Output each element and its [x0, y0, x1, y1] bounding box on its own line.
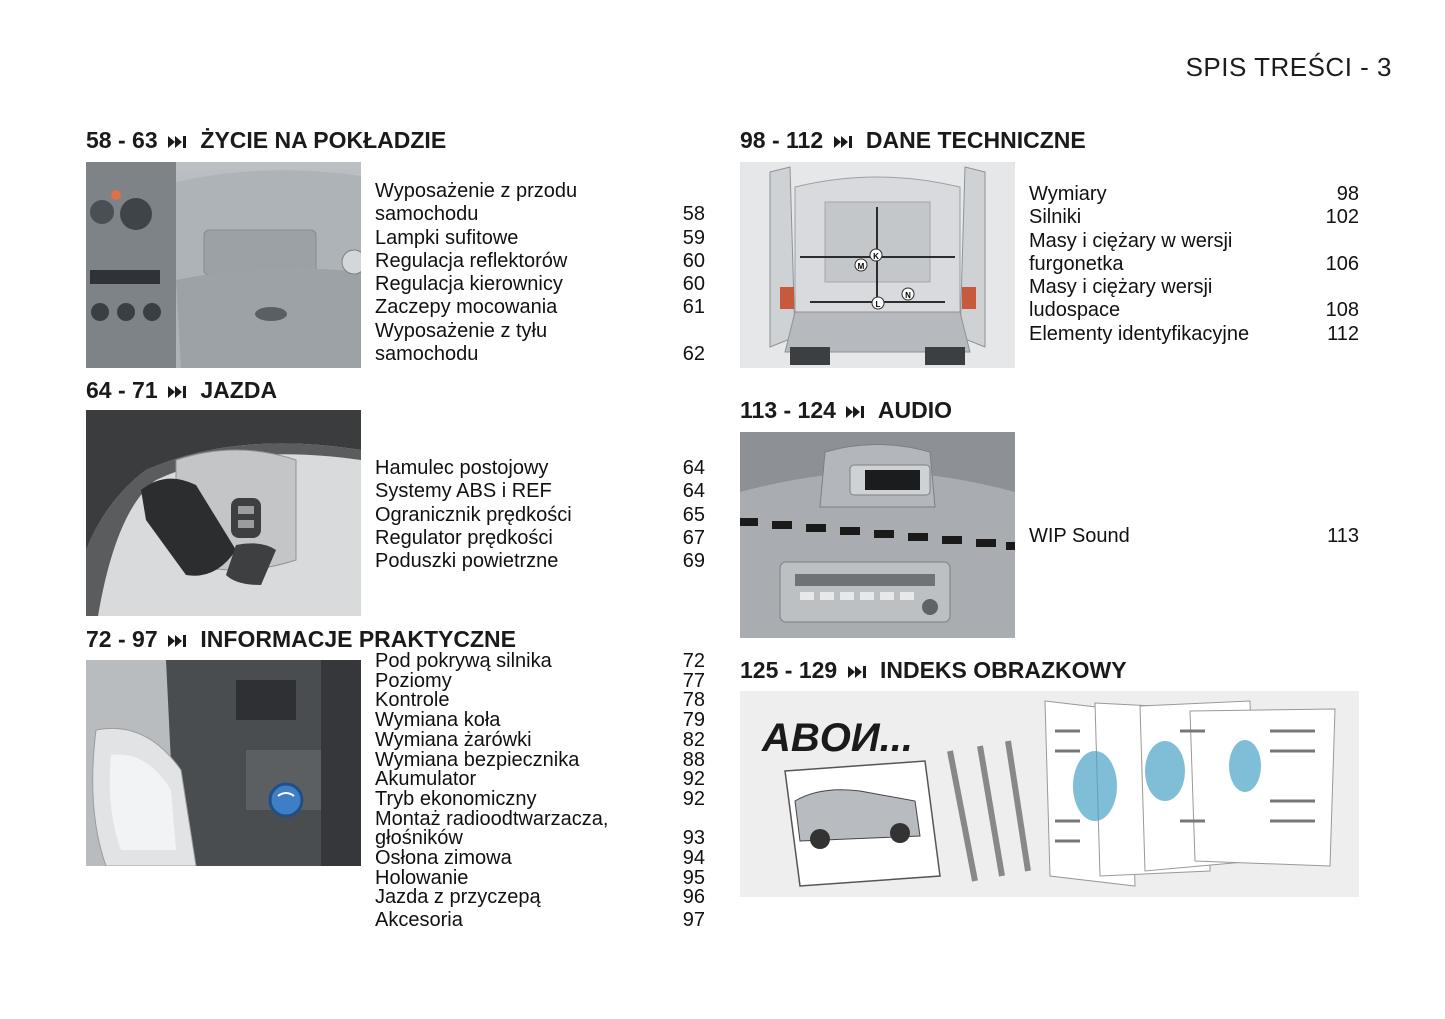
section-page-range: 98 - 112 — [740, 127, 824, 153]
page-title: SPIS TREŚCI - 3 — [1185, 52, 1392, 82]
toc-entry-label: WIP Sound — [1029, 525, 1130, 547]
toc-entry[interactable] — [1029, 206, 1359, 229]
section-title: AUDIO — [877, 397, 952, 423]
section-heading-indeks[interactable] — [740, 657, 1127, 684]
dimension-letter: K — [873, 252, 879, 261]
toc-entry-page: 102 — [1325, 206, 1359, 229]
toc-entry-page: 113 — [1327, 525, 1359, 547]
toc-entry[interactable] — [1029, 276, 1359, 323]
toc-entry-label: Regulacja reflektorów — [375, 249, 568, 272]
dimension-letter: M — [857, 262, 865, 271]
toc-entry-label: Wymiana żarówki — [375, 728, 532, 751]
toc-entry-label: Regulator prędkości — [375, 526, 553, 549]
radio-display-photo — [740, 432, 1015, 638]
toc-entry-label: Lampki sufitowe — [375, 226, 519, 249]
toc-entry-page: 93 — [682, 827, 705, 850]
toc-entry-label: Osłona zimowa — [375, 847, 512, 870]
toc-entry-label: Poziomy — [375, 669, 452, 692]
toc-entry-label: Hamulec postojowy — [375, 457, 549, 479]
toc-entry-label: Ogranicznik prędkości — [375, 503, 572, 526]
dimension-letter: L — [875, 300, 881, 309]
toc-entry[interactable] — [375, 320, 705, 367]
section-title: DANE TECHNICZNE — [865, 127, 1086, 153]
section-heading-audio[interactable] — [740, 397, 952, 424]
toc-list-audio — [1029, 525, 1359, 548]
section-heading-zycie[interactable] — [86, 127, 446, 154]
toc-entry-page: 79 — [682, 709, 705, 732]
toc-entry-page: 69 — [682, 550, 705, 573]
toc-list-dane — [1029, 183, 1359, 346]
toc-entry-label: Wyposażenie z tyłu samochodu — [375, 319, 548, 366]
section-page-range: 113 - 124 — [740, 397, 836, 423]
fast-forward-icon — [834, 135, 854, 149]
toc-entry-page: 59 — [682, 226, 705, 249]
toc-entry-page: 64 — [682, 457, 705, 479]
toc-entry-label: Akumulator — [375, 768, 477, 791]
toc-entry-label: Silniki — [1029, 206, 1082, 229]
toc-entry-page: 60 — [682, 273, 705, 296]
toc-entry-page: 82 — [682, 728, 705, 751]
toc-entry[interactable] — [375, 807, 705, 850]
toc-entry-page: 72 — [682, 650, 705, 672]
fast-forward-icon — [168, 634, 188, 648]
toc-entry[interactable] — [375, 787, 705, 810]
toc-entry[interactable] — [375, 527, 705, 550]
toc-entry[interactable] — [1029, 323, 1359, 346]
toc-entry-label: Jazda z przyczepą — [375, 886, 541, 909]
toc-entry[interactable] — [375, 480, 705, 503]
toc-entry[interactable] — [375, 770, 705, 790]
toc-entry-label: Elementy identyfikacyjne — [1029, 322, 1250, 345]
toc-entry-label: Tryb ekonomiczny — [375, 787, 537, 810]
toc-entry[interactable] — [1029, 230, 1359, 277]
fast-forward-icon — [168, 385, 188, 399]
toc-entry[interactable] — [1029, 183, 1359, 206]
toc-entry-page: 62 — [682, 343, 705, 366]
dimension-label-k — [870, 249, 882, 261]
toc-entry-label: Masy i ciężary wersji ludospace — [1029, 276, 1213, 322]
toc-entry[interactable] — [375, 273, 705, 296]
toc-entry-label: Holowanie — [375, 866, 469, 889]
section-title: INFORMACJE PRAKTYCZNE — [200, 626, 517, 652]
toc-entry-label: Wyposażenie z przodu samochodu — [375, 180, 578, 226]
fast-forward-icon — [168, 135, 188, 149]
toc-entry[interactable] — [375, 504, 705, 527]
cruise-control-stalk-photo — [86, 410, 361, 616]
toc-entry-label: Wymiana bezpiecznika — [375, 748, 580, 771]
toc-entry-page: 78 — [682, 689, 705, 712]
section-page-range: 64 - 71 — [86, 377, 158, 403]
toc-entry[interactable] — [375, 652, 705, 672]
section-page-range: 58 - 63 — [86, 127, 158, 153]
toc-entry-page: 97 — [682, 909, 705, 932]
toc-entry[interactable] — [375, 457, 705, 480]
toc-entry-label: Zaczepy mocowania — [375, 296, 558, 319]
toc-list-informacje — [375, 652, 705, 931]
toc-entry-page: 112 — [1327, 322, 1359, 345]
toc-entry-page: 64 — [682, 480, 705, 503]
toc-entry[interactable] — [375, 296, 705, 319]
toc-entry[interactable] — [375, 711, 705, 731]
toc-entry-page: 96 — [682, 886, 705, 909]
toc-entry-label: Wymiary — [1029, 183, 1107, 205]
toc-entry-page: 95 — [682, 866, 705, 889]
toc-entry[interactable] — [375, 180, 705, 227]
fast-forward-icon — [848, 665, 868, 679]
toc-list-jazda — [375, 457, 705, 573]
toc-entry-page: 58 — [682, 203, 705, 226]
toc-entry[interactable] — [375, 250, 705, 273]
section-heading-jazda[interactable] — [86, 377, 277, 404]
section-heading-dane[interactable] — [740, 127, 1086, 154]
toc-entry-label: Poduszki powietrzne — [375, 550, 559, 573]
dimension-label-l — [872, 297, 884, 309]
dimension-label-n — [902, 288, 914, 300]
toc-entry-page: 67 — [682, 526, 705, 549]
section-title: INDEKS OBRAZKOWY — [879, 657, 1127, 683]
toc-entry-page: 60 — [682, 249, 705, 272]
toc-list-zycie — [375, 180, 705, 366]
toc-entry-page: 61 — [682, 296, 705, 319]
toc-entry-page: 92 — [682, 768, 705, 791]
toc-entry-label: Akcesoria — [375, 909, 463, 932]
toc-entry[interactable] — [375, 227, 705, 250]
toc-entry-page: 92 — [682, 787, 705, 810]
toc-entry[interactable] — [1029, 525, 1359, 548]
toc-entry-label: Regulacja kierownicy — [375, 273, 563, 296]
toc-entry-page: 106 — [1325, 252, 1359, 275]
dashboard-glovebox-photo — [86, 162, 361, 368]
visual-index-illustration — [740, 691, 1359, 897]
toc-entry[interactable] — [375, 550, 705, 573]
toc-entry-page: 65 — [682, 503, 705, 526]
dimension-label-m — [855, 259, 867, 271]
section-heading-informacje[interactable] — [86, 626, 516, 653]
toc-entry[interactable] — [375, 849, 705, 869]
toc-entry-page: 98 — [1336, 183, 1359, 205]
engine-bay-photo — [86, 660, 361, 866]
toc-entry-label: Masy i ciężary w wersji furgonetka — [1029, 229, 1233, 275]
van-cargo-dimensions-photo — [740, 162, 1015, 368]
section-title: JAZDA — [200, 377, 278, 403]
toc-entry[interactable] — [375, 888, 705, 908]
toc-entry-label: Kontrole — [375, 689, 450, 712]
toc-entry-page: 94 — [682, 847, 705, 870]
fast-forward-icon — [846, 405, 866, 419]
section-page-range: 72 - 97 — [86, 626, 158, 652]
toc-entry-page: 77 — [682, 669, 705, 692]
toc-entry[interactable] — [375, 911, 705, 931]
illustration-title-text: ABOИ... — [762, 716, 913, 760]
toc-entry-label: Montaż radioodtwarzacza, głośników — [375, 807, 609, 850]
section-page-range: 125 - 129 — [740, 657, 838, 683]
dimension-letter: N — [905, 291, 911, 300]
toc-entry[interactable] — [375, 728, 705, 751]
section-title: ŻYCIE NA POKŁADZIE — [200, 127, 447, 153]
toc-entry-label: Wymiana koła — [375, 709, 501, 732]
toc-entry-label: Systemy ABS i REF — [375, 480, 552, 503]
toc-entry-label: Pod pokrywą silnika — [375, 650, 552, 672]
toc-entry-page: 108 — [1325, 299, 1359, 322]
toc-entry-page: 88 — [682, 748, 705, 771]
